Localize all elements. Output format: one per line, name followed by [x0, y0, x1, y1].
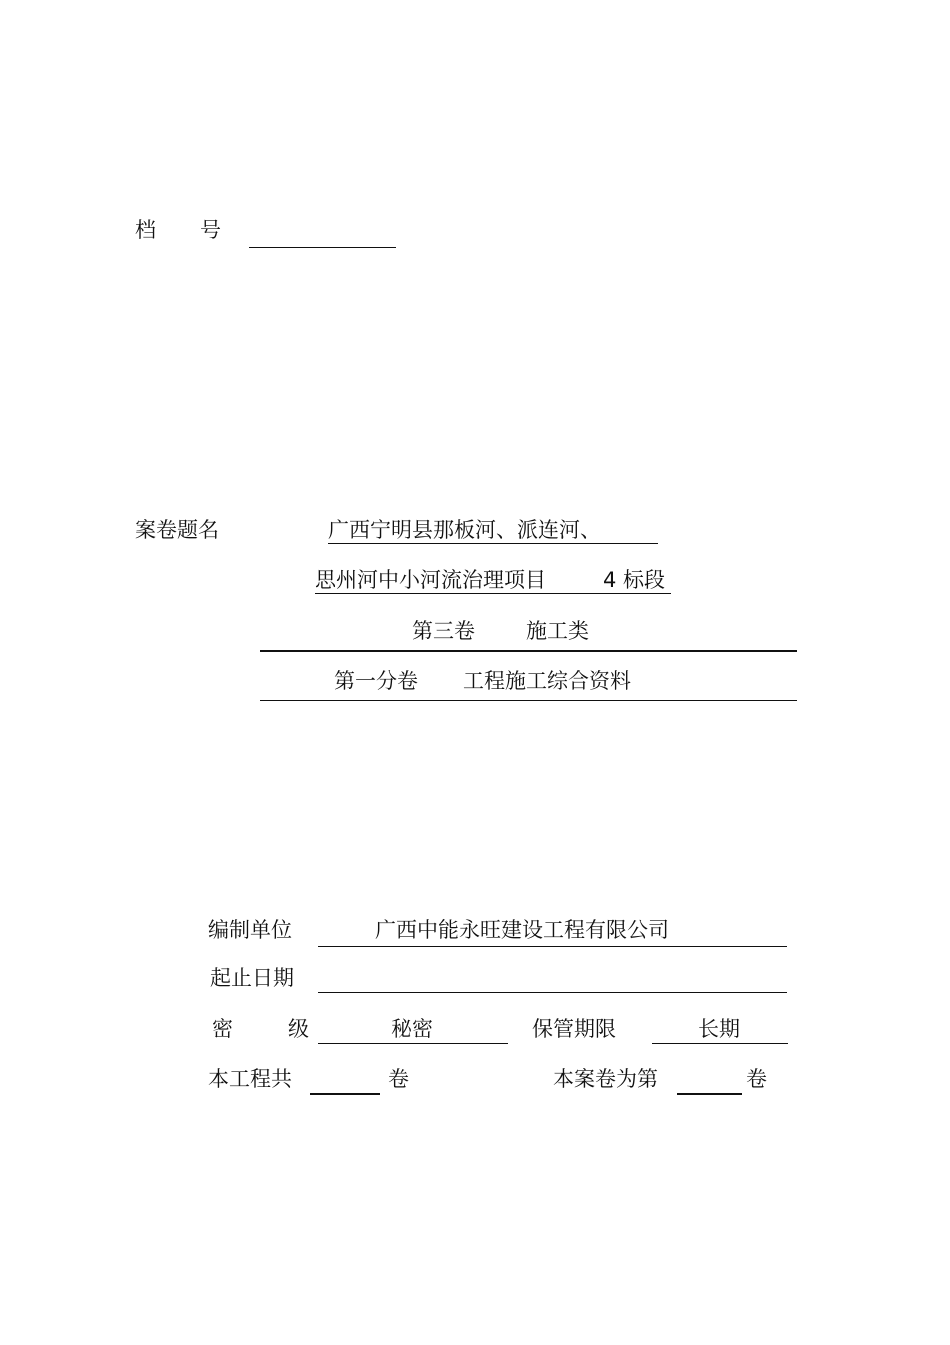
title-label: 案卷题名 — [135, 518, 219, 542]
title-subvolume: 第一分卷 — [334, 669, 418, 693]
title-line1: 广西宁明县那板河、派连河、 — [328, 518, 601, 542]
title-volume-underline — [260, 650, 797, 652]
date-underline — [318, 992, 787, 993]
total-underline — [310, 1093, 380, 1095]
title-subvolume-title: 工程施工综合资料 — [463, 669, 631, 693]
this-volume-underline — [677, 1093, 742, 1095]
this-volume-unit: 卷 — [746, 1067, 767, 1091]
secret-label-char1: 密 — [212, 1017, 233, 1041]
title-line2-underline — [315, 593, 671, 594]
title-line2-text: 思州河中小河流治理项目 — [315, 568, 546, 592]
retention-underline — [652, 1043, 788, 1044]
title-volume: 第三卷 — [412, 619, 475, 643]
secret-label-char2: 级 — [288, 1017, 309, 1041]
title-line1-underline — [328, 543, 658, 544]
secret-value: 秘密 — [391, 1017, 433, 1041]
compiler-label: 编制单位 — [208, 918, 292, 942]
compiler-underline — [318, 946, 787, 947]
compiler-value: 广西中能永旺建设工程有限公司 — [375, 918, 669, 942]
title-line2-section: 4 标段 — [603, 568, 666, 592]
archive-no-underline — [249, 247, 396, 248]
retention-value: 长期 — [698, 1017, 740, 1041]
retention-label: 保管期限 — [532, 1017, 616, 1041]
archive-no-label-char2: 号 — [200, 218, 221, 242]
total-unit: 卷 — [388, 1067, 409, 1091]
this-volume-label: 本案卷为第 — [553, 1067, 658, 1091]
archive-no-label-char1: 档 — [135, 218, 156, 242]
secret-underline — [318, 1043, 508, 1044]
date-label: 起止日期 — [210, 966, 294, 990]
title-category: 施工类 — [526, 619, 589, 643]
title-subvolume-underline — [260, 700, 797, 701]
total-label: 本工程共 — [208, 1067, 292, 1091]
